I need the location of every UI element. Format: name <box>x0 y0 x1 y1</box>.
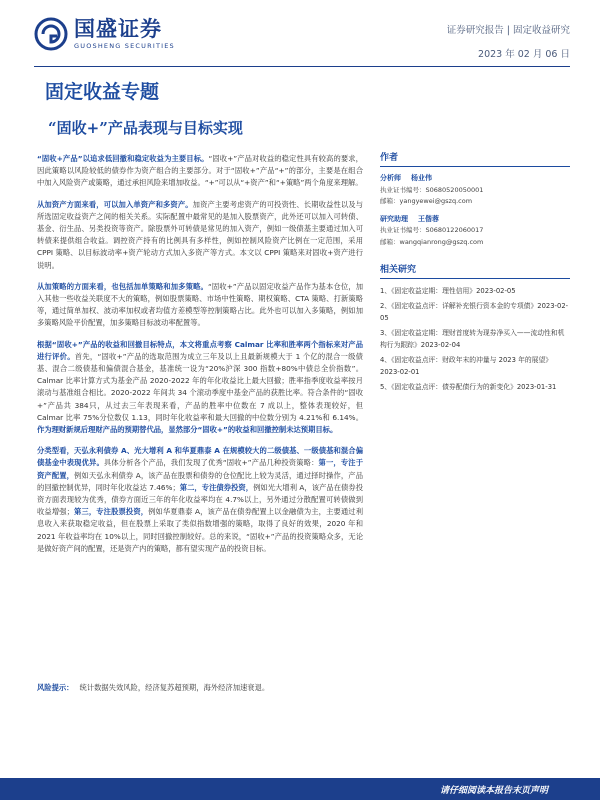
logo-mark-icon <box>34 17 68 51</box>
analyst-email: 邮箱：wangqianrong@gszq.com <box>380 237 484 246</box>
analyst-name: 王偕蓉 <box>418 214 439 223</box>
analyst-role: 分析师 <box>380 174 401 182</box>
company-logo <box>34 17 175 51</box>
footer-disclaimer: 请仔细阅读本报告末页声明 <box>439 786 548 796</box>
related-research-item[interactable]: 2、《固定收益点评：详解补充银行资本金的专项债》2023-02-05 <box>380 302 569 322</box>
related-research-item[interactable]: 3、《固定收益定期：理财首度转为现券净买入——流动性和机构行为跟踪》2023-02-04 <box>380 329 565 349</box>
paragraph-4 <box>37 339 363 437</box>
related-research-item[interactable]: 5、《固定收益点评：债券配债行为的新变化》2023-01-31 <box>380 383 557 391</box>
strategy-2-text: 例如光大增利 A，该产品在债券投资方面表现较为优秀，债券方面近三年的年化收益率均在 4.7%以上，另外通过分散配置可转债做到收益增强； <box>37 482 363 517</box>
analyst-block <box>380 173 570 208</box>
paragraph-3 <box>37 281 363 330</box>
related-research-title: 相关研究 <box>380 262 570 279</box>
analyst-block <box>380 214 570 249</box>
paragraph-4-lead: 根据“固收+”产品的收益和回撤目标特点，本文将重点考察 Calmar 比率和胜率两个指标来对产品进行评价。 <box>37 339 363 361</box>
risk-label: 风险提示： <box>37 683 74 692</box>
strategy-1-text: 例如天弘永利债券 A，该产品在股票和债券的仓位配比上较为灵活，通过择时操作，产品的回撤控制优异，同时年化收益达 7.46%； <box>37 470 363 492</box>
report-type: 证券研究报告 | 固定收益研究 <box>446 25 570 36</box>
analyst-role: 研究助理 <box>380 214 408 223</box>
paragraph-5-text: 具体分析各个产品，我们发现了优秀“固收+”产品几种投资策略： <box>103 458 319 468</box>
page-title: 固定收益专题 <box>45 81 160 103</box>
header-divider <box>34 66 570 67</box>
report-subtitle: “固收+”产品表现与目标实现 <box>48 119 243 137</box>
logo-chinese: 国盛证券 <box>74 16 162 41</box>
paragraph-2 <box>37 199 363 272</box>
paragraph-1-text: “固收+”产品对收益的稳定性具有较高的要求，因此策略以风险较低的债券作为资产组合的主要部分。对于“固收+”产品“+”的部分，主要是在组合中加入风险资产或策略，通过承担风险来增加收益。“+”可以从“+资产”和“+策略”两个角度来理解。 <box>37 154 363 188</box>
risk-warning <box>37 683 363 693</box>
strategy-1-label: 第一，专注于资产配置， <box>37 458 364 480</box>
related-research-item[interactable]: 4、《固定收益点评：财政年末的冲量与 2023 年的展望》2023-02-01 <box>380 356 553 376</box>
report-date: 2023 年 02 月 06 日 <box>478 49 570 60</box>
paragraph-3-lead: 从加策略的方面来看，也包括加单策略和加多策略。 <box>37 281 208 291</box>
analyst-license: 执业证书编号：S0680520050001 <box>380 185 484 194</box>
paragraph-1-lead: “固收+产品”以追求低回撤和稳定收益为主要目标。 <box>37 154 209 163</box>
paragraph-4-tail: 作为理财新规后理财产品的预期替代品，显然部分“固收+”的收益和回撤控制未达预期目标。 <box>37 425 338 435</box>
analyst-license: 执业证书编号：S0680122060017 <box>380 226 484 234</box>
body-column <box>37 153 363 564</box>
paragraph-2-lead: 从加资产方面来看，可以加入单资产和多资产。 <box>37 199 193 209</box>
page-header <box>0 0 600 70</box>
logo-english: GUOSHENG SECURITIES <box>74 42 175 50</box>
sidebar <box>380 150 570 396</box>
strategy-3-text: 例如华夏鼎泰 A，该产品在债券配置上以金融债为主，主要通过利息收入来获取稳定收益，但在股票上采取了类似指数增强的策略，取得了良好的效果，2020 年和 2021 年收益率均在 10%以上，同时回撤控制较好。总的来说，“固收+”产品的投资策略众多，无论是做好资产间的配置，还是资产内的策略，都有望实现产品的投资目标。 <box>37 507 364 553</box>
risk-text: 统计数据失效风险，经济复苏超预期，海外经济加速衰退。 <box>79 683 270 692</box>
related-research-item[interactable]: 1、《固定收益定期：理性信用》2023-02-05 <box>380 287 516 295</box>
author-section-title: 作者 <box>380 150 570 167</box>
paragraph-5-lead: 分类型看，天弘永利债券 A、光大增利 A 和华夏鼎泰 A 在规模较大的二级债基、一级债基和混合偏债基金中表现优异。 <box>37 446 363 468</box>
paragraph-1 <box>37 153 363 190</box>
paragraph-2-text: 加资产主要考虑资产的可投资性、长期收益性以及与所选固定收益资产之间的相关关系。实际配置中最常见的是加入股票资产，此外还可以加入可转债、基金、衍生品、另类投资等资产。除股票外可转债是常见的加入资产，例如一级债基主要通过加入可转债来提供组合收益。调控资产持有的比例具有多样性，例如控制风险资产比例在一定范围，采用 CPPI 策略、以目标波动率+资产轮动方式加入多资产等方式。本文以 CPPI 策略来对固收+资产进行说明。 <box>37 199 364 270</box>
paragraph-3-text: “固收+”产品以固定收益产品作为基本仓位，加入其他一些收益关联度不大的策略，例如股票策略、市场中性策略、期权策略、CTA 策略、打新策略等，通过简单加权、波动率加权或者均值方差模型等控制策略占比。此外也可以加入多策略，例如加多策略风险平价配置，加多策略目标波动率配置等。 <box>37 281 363 328</box>
paragraph-5 <box>37 445 363 555</box>
analyst-name: 杨业伟 <box>411 174 432 182</box>
paragraph-4-text: 首先，“固收+”产品的选取范围为成立三年及以上且最新规模大于 1 个亿的混合一级债基、混合二级债基和偏债混合基金，基准统一设为“20%沪深 300 指数+80%中债总全价指数”。Calmar 比率计算方式为基金产品 2020-2022 年的年化收益比上最大回撤；胜率指季度收益率按月滚动与基准组合相比。2020-2022 年间共 34 个滚动季度中基金产品的获胜比率。符合条件的“固收+”产品共 384只，从过去三年表现来看，产品的胜率中位数在 7 成以上，整体表现较好，但 Calmar 比率 75%分位数仅 1.13，同时年化收益率和最大回撤的中位数分别为 4.21%和 6.14%。 <box>37 351 363 422</box>
strategy-3-label: 第三，专注股票投资， <box>73 507 149 517</box>
strategy-2-label: 第二，专注债券投资， <box>179 482 254 492</box>
analyst-email: 邮箱：yangyewei@gszq.com <box>380 197 473 205</box>
